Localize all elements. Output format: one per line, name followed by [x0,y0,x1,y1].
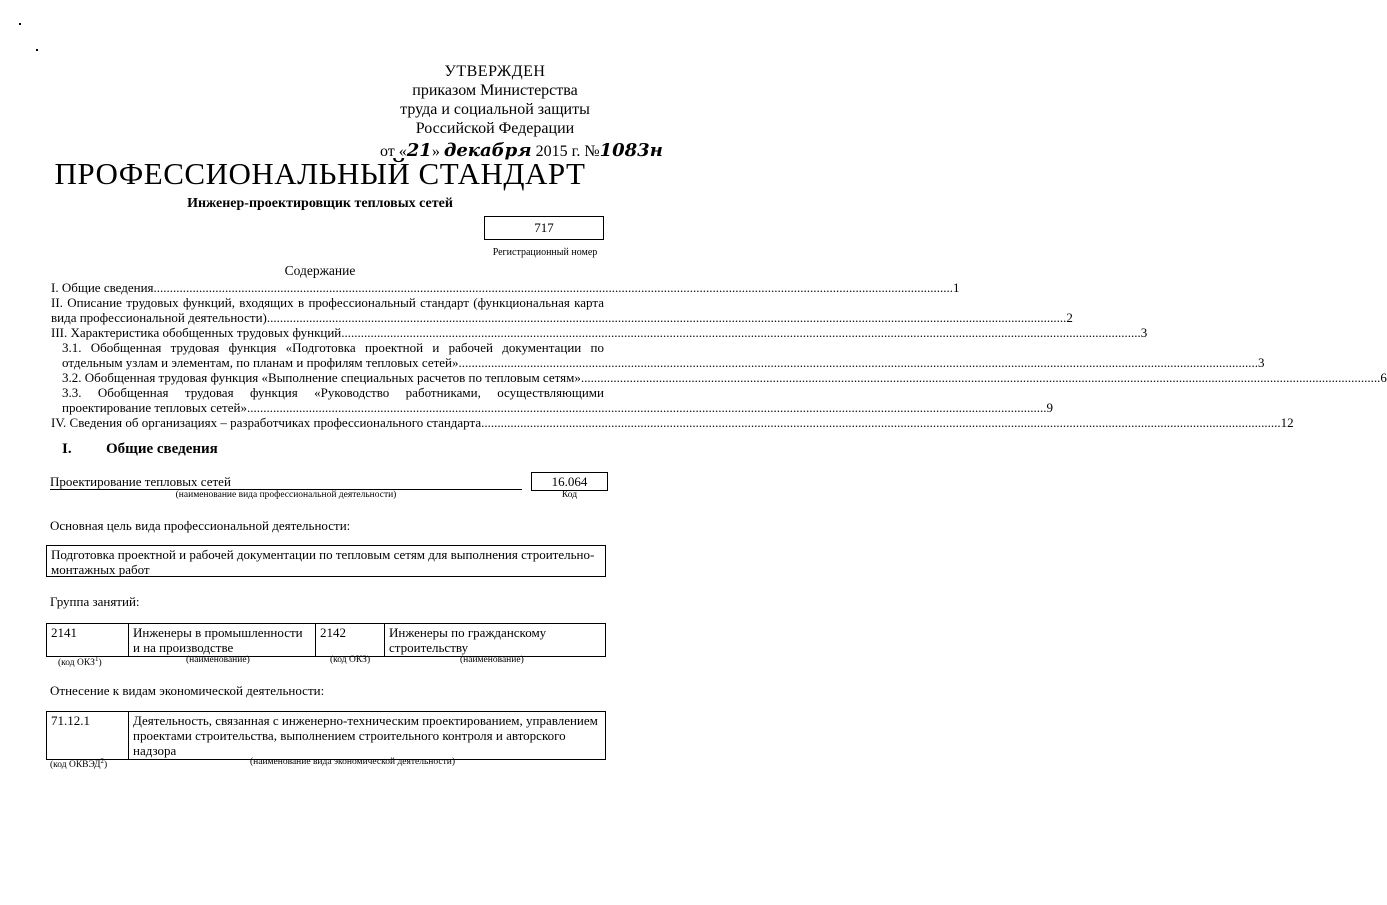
activity-caption: (наименование вида профессиональной деятельности) [175,490,397,500]
toc-item-page: 2 [1066,310,1073,325]
toc-item-line1[interactable]: II. Описание трудовых функций, входящих в профессиональный стандарт (функциональная карта [51,295,604,310]
signature-number: 1083н [599,140,663,161]
okved-name-line3: надзора [133,743,177,758]
toc-item[interactable] [62,355,1265,370]
toc-item-page: 9 [1046,400,1053,415]
toc-item-text: вида профессиональной деятельности) [51,310,267,325]
occupation-code: 2142 [316,624,385,657]
occupation-code: 2141 [47,624,129,657]
toc-item-page: 6 [1380,370,1387,385]
toc-item-text: IV. Сведения об организациях – разработчиках профессионального стандарта [51,415,482,430]
okved-caption: (код ОКВЭД$^2$) [50,757,108,771]
toc-item-line1[interactable]: 3.3. Обобщенная трудовая функция «Руководство работниками, осуществляющими [62,385,604,400]
okved-name-caption: (наименование вида экономической деятельности) [250,757,455,767]
toc-heading: Содержание [284,263,356,278]
okved-name-line1: Деятельность, связанная с инженерно-техническим проектированием, управлением [133,713,598,728]
section-number: I. [62,441,72,457]
activity-name: Проектирование тепловых сетей [50,474,522,490]
toc-item-page: 3 [1258,355,1265,370]
okved-table [46,711,606,760]
registration-label: Регистрационный номер [492,247,598,258]
okz-caption: (код ОКЗ$^1$) [58,655,102,669]
toc-item-line1[interactable]: 3.1. Обобщенная трудовая функция «Подготовка проектной и рабочей документации по [62,340,604,355]
section-heading [62,441,218,458]
occupation-name [385,624,606,657]
okved-name [129,712,606,760]
approval-line1: УТВЕРЖДЕН [444,63,546,80]
document-title: ПРОФЕССИОНАЛЬНЫЙ СТАНДАРТ [54,156,586,191]
okz-name-caption-2: (наименование) [460,655,524,665]
approval-block [380,62,663,161]
scan-mark [19,23,21,25]
approval-line3: труда и социальной защиты [400,101,590,118]
toc-item-text: III. Характеристика обобщенных трудовых функций [51,325,342,340]
toc-item-page: 1 [953,280,960,295]
toc-item-text: отдельным узлам и элементам, по планам и профилям тепловых сетей» [62,355,459,370]
okved-code: 71.12.1 [47,712,129,760]
document-subtitle: Инженер-проектировщик тепловых сетей [187,196,453,211]
goal-line2: монтажных работ [51,562,150,577]
activity-code: 16.064 [531,472,608,491]
toc-item[interactable] [51,415,1294,430]
goal-label: Основная цель вида профессиональной деятельности: [50,518,351,533]
date-prefix: от « [380,143,407,160]
signature-day: 21 [406,140,432,161]
occupation-name [129,624,316,657]
toc-item[interactable] [62,400,1053,415]
signature-month: декабря [443,140,532,161]
okz-name-caption: (наименование) [186,655,250,665]
scan-mark [36,49,38,51]
group-label: Группа занятий: [50,594,140,609]
toc-item-text: 3.2. Обобщенная трудовая функция «Выполнение специальных расчетов по тепловым сетям» [62,370,581,385]
toc-item[interactable] [51,280,960,295]
registration-number: 717 [484,216,604,240]
occupation-name-line2: и на производстве [133,640,234,655]
date-year: 2015 г. № [535,143,600,160]
okved-label: Отнесение к видам экономической деятельности: [50,683,325,698]
okved-name-line2: проектами строительства, выполнением строительного контроля и авторского [133,728,566,743]
toc-item[interactable] [51,310,1073,325]
occupation-table [46,623,606,657]
goal-box [46,545,606,577]
goal-line1: Подготовка проектной и рабочей документации по тепловым сетям для выполнения строительно- [51,547,595,562]
occupation-name-line1: Инженеры в промышленности [133,625,303,640]
code-caption: Код [561,490,578,500]
section-title: Общие сведения [106,441,218,457]
approval-line2: приказом Министерства [412,82,578,99]
approval-line4: Российской Федерации [415,120,575,137]
toc-item[interactable] [62,370,1387,385]
toc-item-page: 12 [1280,415,1294,430]
toc-item[interactable] [51,325,1148,340]
toc-item-text: I. Общие сведения [51,280,154,295]
occupation-name-line2: строительству [389,640,469,655]
okz-caption-2: (код ОКЗ) [330,655,371,665]
toc-item-text: проектирование тепловых сетей» [62,400,247,415]
occupation-name-line1: Инженеры по гражданскому [389,625,547,640]
date-mid: » [431,143,440,160]
toc-item-page: 3 [1140,325,1148,340]
